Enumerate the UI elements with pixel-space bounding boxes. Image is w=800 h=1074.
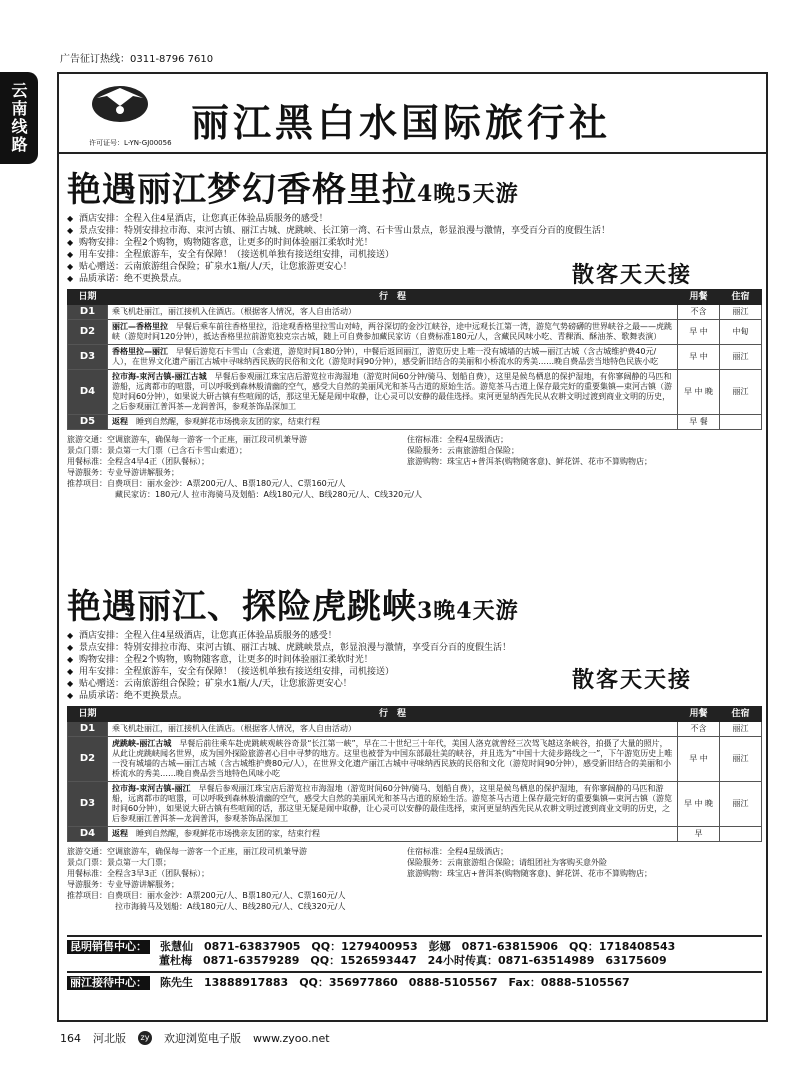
table-header-row: [68, 707, 762, 722]
info-line: 旅游交通：空调旅游车，确保每一游客一个正座，丽江段司机兼导游: [67, 435, 307, 444]
tour-1: [67, 162, 762, 500]
itinerary-cell: [108, 370, 678, 415]
ad-hotline: 广告征订热线：0311-8796 7610: [60, 54, 214, 65]
day-description: 乘飞机赴丽江，丽江接机入住酒店。（根据客人情况，客人自由活动）: [112, 724, 356, 733]
col-hotel: 住宿: [720, 707, 762, 722]
day-cell: D3: [68, 782, 108, 827]
col-hotel: 住宿: [720, 290, 762, 305]
col-meal: 用餐: [678, 707, 720, 722]
tour-duration: 4晚5天游: [417, 181, 519, 207]
sales-contacts: [67, 932, 762, 990]
day-title: 返程: [112, 417, 128, 426]
lijiang-reception-row: [67, 976, 762, 990]
meal-cell: 不含: [678, 722, 720, 737]
day-cell: D2: [68, 320, 108, 345]
info-line: 保险服务：云南旅游组合保险；请组团社为客购买意外险: [407, 858, 607, 867]
hotel-cell: 丽江: [720, 737, 762, 782]
info-line: 保险服务：云南旅游组合保险；: [407, 446, 519, 455]
meal-cell: 早 中: [678, 345, 720, 370]
hotel-cell: 中甸: [720, 320, 762, 345]
day-cell: D5: [68, 415, 108, 430]
feature-item: ◆ 用车安排：全程旅游车，安全有保障！（接送机单独有接送组安排，司机接送）: [67, 666, 762, 678]
tour-title-text: 艳遇丽江梦幻香格里拉: [67, 170, 417, 210]
page-number: 164: [60, 1031, 81, 1045]
col-meal: 用餐: [678, 290, 720, 305]
edition-label: 河北版: [93, 1032, 126, 1045]
day-description: 乘飞机赴丽江，丽江接机入住酒店。（根据客人情况，客人自由活动）: [112, 307, 356, 316]
tour-title-text: 艳遇丽江、探险虎跳峡: [67, 587, 417, 627]
ad-frame: [57, 72, 768, 1022]
table-row: [68, 345, 762, 370]
page-footer: [60, 1030, 330, 1046]
table-row: [68, 415, 762, 430]
feature-item: ◆ 购物安排：全程2个购物，购物随客意，让更多的时间体验丽江柔软时光！: [67, 654, 762, 666]
meal-cell: 早 中: [678, 320, 720, 345]
day-description: 睡到自然醒，参观鲜花市场携亲友团的家，结束行程: [136, 417, 320, 426]
feature-item: ◆ 品质承诺：绝不更换景点。: [67, 273, 762, 285]
day-description: 早餐后游览石卡雪山（含索道，游览时间180分钟），中餐后返回丽江，游览历史上唯一没有城墙的古城—丽江古城（含古城维护费40元/人），在世界文化遗产丽江古城中寻味纳西民族的民俗和文化（游览时间90分钟），感受新旧结合的美丽和小桥流水的秀美……晚自费品尝当地特色民族小吃: [112, 347, 659, 366]
hotel-cell: 丽江: [720, 345, 762, 370]
info-line: 推荐项目：自费项目：丽水金沙：A票200元/人、B票180元/人、C票160元/人: [67, 479, 346, 488]
table-row: [68, 370, 762, 415]
col-date: 日期: [68, 707, 108, 722]
day-description: 早餐后参观丽江珠宝店后游览拉市海湿地（游览时间60分钟/骑马、划船自费），这里是候鸟栖息的保护湿地，有你寥阔静的马匹和游船，远离都市的喧嚣，可以呼吸到森林般清幽的空气，感受大自然的美丽风光和茶马古道的原始生活。游览茶马古道上保存最完好的重要集镇—束河古镇（游览时间60分钟），如果说大研古镇有些喧闹的话，那这里无疑是闹中取静，让心灵可以安静的最佳选择。束河更显纳西先民从农耕文明过渡到商业文明的历史，之后参观丽江普洱茶—龙润普洱，参观茶饰品深加工: [112, 372, 672, 411]
zyoo-logo-icon: zy: [138, 1031, 152, 1045]
feature-item: ◆ 用车安排：全程旅游车，安全有保障！（接送机单独有接送组安排，司机接送）: [67, 249, 762, 261]
day-cell: D4: [68, 370, 108, 415]
itinerary-cell: [108, 827, 678, 842]
feature-item: ◆ 酒店安排：全程入住4星级酒店，让您真正体验品质服务的感受！: [67, 630, 762, 642]
table-row: [68, 737, 762, 782]
day-cell: D3: [68, 345, 108, 370]
itinerary-table: [67, 289, 762, 430]
meal-cell: 早 餐: [678, 415, 720, 430]
meal-cell: 早 中: [678, 737, 720, 782]
daily-departure-stamp: 散客天天接: [571, 262, 692, 288]
day-description: 睡到自然醒，参观鲜花市场携亲友团的家，结束行程: [136, 829, 320, 838]
itinerary-cell: [108, 737, 678, 782]
itinerary-cell: [108, 320, 678, 345]
hotel-cell: 丽江: [720, 370, 762, 415]
daily-departure-stamp: 散客天天接: [571, 667, 692, 693]
feature-item: ◆ 贴心赠送：云南旅游组合保险；矿泉水1瓶/人/天，让您旅游更安心！: [67, 678, 762, 690]
section-tab: 云南线路: [0, 72, 38, 164]
day-title: 返程: [112, 829, 128, 838]
feature-item: ◆ 景点安排：特别安排拉市海、束河古镇、丽江古城、虎跳峡、长江第一湾、石卡雪山景点，彰显浪漫与激情，享受百分百的度假生活！: [67, 225, 762, 237]
hotel-cell: [720, 827, 762, 842]
day-cell: D2: [68, 737, 108, 782]
tour-title: [67, 579, 762, 628]
table-row: [68, 305, 762, 320]
lijiang-contact: 陈先生 13888917883 QQ：356977860 0888-5105567 Fax：0888-5105567: [160, 976, 630, 989]
feature-item: ◆ 购物安排：全程2个购物，购物随客意，让更多的时间体验丽江柔软时光！: [67, 237, 762, 249]
info-line: 拉市海骑马及划船：A线180元/人、B线280元/人、C线320元/人: [115, 902, 346, 911]
day-cell: D4: [68, 827, 108, 842]
table-row: [68, 722, 762, 737]
col-itinerary: 行 程: [108, 707, 678, 722]
table-row: [68, 320, 762, 345]
info-line: 旅游购物：珠宝店+普洱茶(购物随客意)、鲜花饼、花市不算购物店；: [407, 869, 652, 878]
feature-item: ◆ 贴心赠送：云南旅游组合保险；矿泉水1瓶/人/天，让您旅游更安心！: [67, 261, 762, 273]
tour-info: [67, 434, 762, 500]
day-description: 早餐后前往乘车赴虎跳峡观峡谷奇景“长江第一峡”，早在二十世纪三十年代，美国人洛克就曾经三次驾飞越这条峡谷，拍摄了大量的照片，从此让虎跳峡闻名世界，成为国外探险旅游者心目中寻梦的地方。这里也被誉为中国东部最壮美的峡谷，并且选为“中国十大徒步路线之一”，下午游览历史上唯一没有城墙的古城—丽江古城（含古城维护费80元/人），在世界文化遗产丽江古城中寻味纳西民族的民俗和文化（游览时间90分钟），感受新旧结合的美丽和小桥流水的秀美……晚自费品尝当地特色风味小吃: [112, 739, 673, 778]
kunming-sales-row: [67, 940, 762, 954]
table-row: [68, 827, 762, 842]
itinerary-cell: [108, 415, 678, 430]
info-line: 旅游购物：珠宝店+普洱茶(购物随客意)、鲜花饼、花市不算购物店；: [407, 457, 652, 466]
col-itinerary: 行 程: [108, 290, 678, 305]
kunming-contact: 董杜梅 0871-63579289 QQ：1526593447 24小时传真：0871-63514989 63175609: [159, 954, 667, 967]
tour-info: [67, 846, 762, 912]
hotel-cell: [720, 415, 762, 430]
day-title: 丽江—香格里拉: [112, 322, 168, 331]
footer-url[interactable]: www.zyoo.net: [253, 1031, 330, 1045]
day-title: 香格里拉—丽江: [112, 347, 168, 356]
day-description: 早餐后参观丽江珠宝店后游览拉市海湿地（游览时间60分钟/骑马、划船自费），这里是候鸟栖息的保护湿地，有你寥阔静的马匹和游船，远离都市的喧嚣，可以呼吸到森林般清幽的空气，感受大自然的美丽风光和茶马古道的原始生活。游览茶马古道上保存最完好的重要集镇—束河古镇（游览时间60分钟），如果说大研古镇有些喧闹的话，那这里无疑是闹中取静，让心灵可以安静的最佳选择，束河更显纳西先民从农耕文明过渡到商业文明的历史，之后参观丽江普洱茶—龙润普洱，参观茶饰品深加工: [112, 784, 672, 823]
feature-item: ◆ 酒店安排：全程入住4星酒店，让您真正体验品质服务的感受！: [67, 213, 762, 225]
meal-cell: 早: [678, 827, 720, 842]
agency-header: [59, 74, 766, 154]
itinerary-table: [67, 706, 762, 842]
itinerary-cell: [108, 305, 678, 320]
license-number: 许可证号：L-YN-GJ00056: [89, 139, 172, 147]
info-line: 景点门票：景点第一大门票（已含石卡雪山索道）；: [67, 446, 247, 455]
meal-cell: 早 中 晚: [678, 370, 720, 415]
kunming-sales-label: 昆明销售中心：: [67, 940, 150, 954]
day-title: 拉市海-束河古镇-丽江: [112, 784, 191, 793]
info-line: 用餐标准：全程含4早4正（团队餐标）；: [67, 457, 210, 466]
tour-title: [67, 162, 762, 211]
feature-item: ◆ 品质承诺：绝不更换景点。: [67, 690, 762, 702]
company-name: 丽江黑白水国际旅行社: [191, 100, 612, 145]
kunming-contact: 张慧仙 0871-63837905 QQ：1279400953 彭娜 0871-63815906 QQ：1718408543: [160, 940, 676, 953]
itinerary-cell: [108, 782, 678, 827]
meal-cell: 不含: [678, 305, 720, 320]
day-description: 早餐后乘车前往香格里拉，沿途观香格里拉雪山对峙，两谷深切的金沙江峡谷，途中远观长江第一湾，游览气势磅礴的世界峡谷之最——虎跳峡（游览时间120分钟），抵达香格里拉前游览独克宗古城，随上可自费参加藏民家访（自费标准180元/人，含藏民风味小吃、青稞酒、酥油茶、歌舞表演）: [112, 322, 672, 341]
day-cell: D1: [68, 305, 108, 320]
feature-item: ◆ 景点安排：特别安排拉市海、束河古镇、丽江古城、虎跳峡景点，彰显浪漫与激情，享受百分百的度假生活！: [67, 642, 762, 654]
info-line: 藏民家访：180元/人 拉市海骑马及划船：A线180元/人、B线280元/人、C线320元/人: [115, 490, 422, 499]
info-line: 导游服务：专业导游讲解服务；: [67, 880, 179, 889]
info-line: 导游服务：专业导游讲解服务；: [67, 468, 179, 477]
info-line: 住宿标准：全程4星级酒店；: [407, 847, 509, 856]
info-line: 用餐标准：全程含3早3正（团队餐标）；: [67, 869, 210, 878]
info-line: 景点门票：景点第一大门票；: [67, 858, 171, 867]
day-title: 虎跳峡-丽江古城: [112, 739, 172, 748]
itinerary-cell: [108, 722, 678, 737]
day-title: 拉市海-束河古镇-丽江古城: [112, 372, 207, 381]
info-line: 住宿标准：全程4星级酒店；: [407, 435, 509, 444]
hotel-cell: 丽江: [720, 305, 762, 320]
itinerary-cell: [108, 345, 678, 370]
table-header-row: [68, 290, 762, 305]
col-date: 日期: [68, 290, 108, 305]
info-line: 旅游交通：空调旅游车，确保每一游客一个正座，丽江段司机兼导游: [67, 847, 307, 856]
table-row: [68, 782, 762, 827]
kunming-sales-row-2: [67, 954, 762, 968]
footer-text: 欢迎浏览电子版: [164, 1032, 241, 1045]
tour-duration: 3晚4天游: [417, 598, 519, 624]
day-cell: D1: [68, 722, 108, 737]
hotel-cell: 丽江: [720, 722, 762, 737]
info-line: 推荐项目：自费项目：丽水金沙：A票200元/人、B票180元/人、C票160元/人: [67, 891, 346, 900]
hotel-cell: 丽江: [720, 782, 762, 827]
meal-cell: 早 中 晚: [678, 782, 720, 827]
lijiang-reception-label: 丽江接待中心：: [67, 976, 150, 990]
tour-2: [67, 579, 762, 912]
company-logo-icon: [89, 80, 151, 126]
